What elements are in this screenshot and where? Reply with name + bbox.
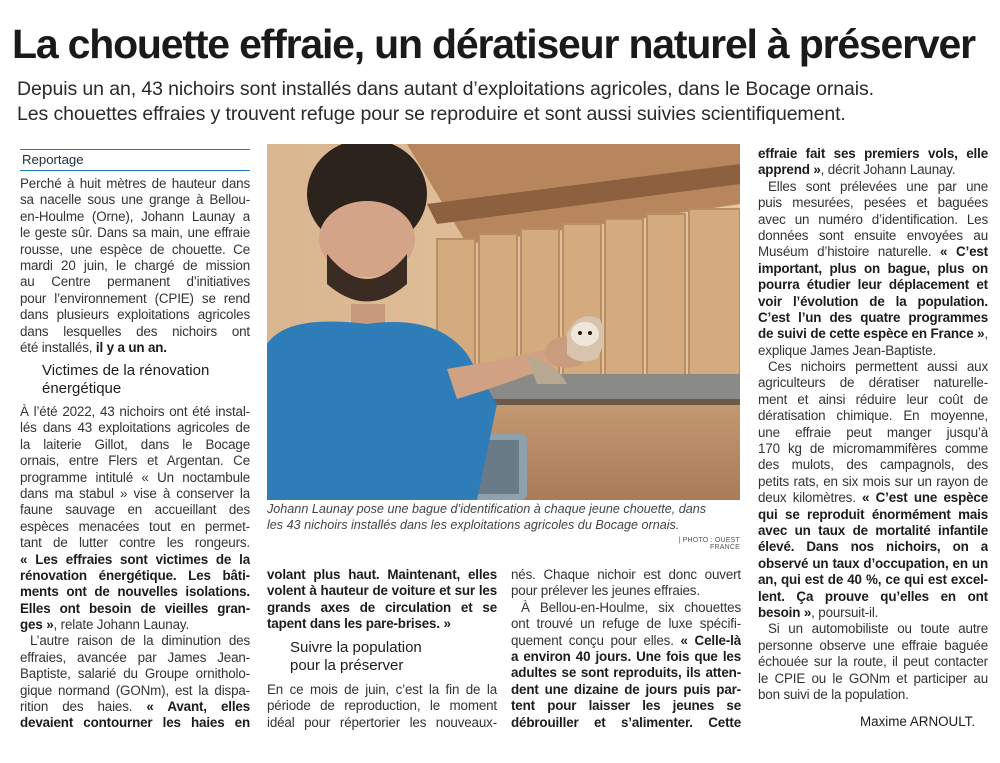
photo-owl-banding (267, 144, 740, 500)
text-line: avec un taux de mortalité infantile (758, 522, 988, 538)
text-line: explique James Jean-Baptiste. (758, 342, 937, 358)
text-line: ments ont de nouvelles isolations. (20, 584, 250, 600)
text-line: nés. Chaque nichoir est donc ouvert (511, 567, 741, 582)
caption-line: les 43 nichoirs installés dans les exploitations agricoles du Bocage ornais. (267, 517, 680, 532)
text-line: dans lesquelles des nichoirs ont (20, 323, 250, 339)
text-line: au Centre permanent d’initiatives (20, 274, 250, 290)
text-line: bon suivi de la population. (758, 686, 909, 702)
text-line: la laiterie Gillot, dans le Bocage (20, 436, 250, 452)
subhead-line: Suivre la population (290, 639, 422, 656)
caption-line: Johann Launay pose une bague d’identification à chaque jeune chouette, dans (267, 502, 707, 516)
subhead-suivre (290, 639, 490, 675)
text-line: rousse, une espèce de chouette. Ce (20, 241, 250, 257)
column-2-body (267, 567, 497, 633)
text-line: sa nacelle sous une grange à Bellou- (20, 192, 250, 208)
column-1-intro (20, 176, 250, 356)
text-line: effraie fait ses premiers vols, elle (758, 146, 988, 161)
text-line: adultes se sont reproduits, ils atten- (511, 665, 741, 681)
text-line: ges », relate Johann Launay. (20, 617, 190, 633)
text-line: volant plus haut. Maintenant, elles (267, 567, 497, 582)
text-line: des mulots, des campagnols, des (758, 457, 988, 473)
text-line: lent. Ça prouve qu’elles en ont (758, 588, 988, 604)
text-line: « Les effraies sont victimes de la (20, 551, 250, 567)
subhead-line: pour la préserver (290, 657, 404, 674)
text-line: ment et ainsi réduire leur coût de (758, 391, 988, 407)
column-4-body (758, 146, 988, 703)
text-line: tapent dans les pare-brises. » (267, 616, 451, 632)
text-line: données sont ensuite envoyées au (758, 227, 988, 243)
text-line: été installés, il y a un an. (20, 339, 167, 355)
subhead-victimes (42, 362, 252, 398)
text-line: élevé. Dans nos nichoirs, on a (758, 539, 988, 555)
text-line: dans plusieurs exploitations agricoles (20, 307, 250, 323)
rubric-label: Reportage (22, 152, 84, 167)
text-line: rition des haies. « Avant, elles (20, 699, 250, 715)
text-line: Elles sont prélevées une par une (768, 178, 988, 194)
column-2-body-b (267, 682, 497, 731)
subhead-line: énergétique (42, 380, 122, 397)
text-line: idéal pour répertorier les nouveaux- (267, 714, 497, 730)
text-line: deux kilomètres. « C’est une espèce (758, 490, 988, 506)
text-line: programme intitulé « Un noctambule (20, 469, 250, 485)
text-line: voir l’évolution de la population. (758, 293, 988, 309)
text-line: agriculteurs de dératiser naturelle- (758, 375, 988, 391)
text-line: devaient contourner les haies en (20, 715, 250, 731)
text-line: de suivi de cette espèce en France », (758, 326, 988, 342)
text-line: L’autre raison de la diminution des (30, 633, 250, 649)
text-line: mardi 20 juin, le chargé de mission (20, 257, 250, 273)
text-line: À l’été 2022, 43 nichoirs ont été instal- (20, 404, 250, 419)
text-line: Perché à huit mètres de hauteur dans (20, 176, 250, 191)
text-line: dératisation chimique. En moyenne, (758, 408, 988, 424)
text-line: puis mesurées, pesées et baguées (758, 195, 988, 211)
text-line: an, qui est de 40 %, ce qui est excel- (758, 572, 988, 588)
text-line: le geste sûr. Dans sa main, une effraie (20, 225, 250, 241)
column-3-body (511, 567, 741, 731)
text-line: dent une dizaine de jours puis par- (511, 681, 741, 697)
text-line: 170 kg de micromammifères comme (758, 441, 988, 457)
column-1-body (20, 404, 250, 732)
text-line: le CPIE ou le GONm et participer au (758, 670, 988, 686)
text-line: avec un numéro d’identification. Les (758, 211, 988, 227)
text-line: qui se reproduit énormément mais (758, 506, 988, 522)
text-line: gique normand (GONm), est la dispa- (20, 682, 250, 698)
text-line: pour l’environnement (CPIE) se rend (20, 290, 250, 306)
text-line: faune sauvage en accueillant des (20, 502, 250, 518)
text-line: grands axes de circulation et se (267, 599, 497, 615)
text-line: besoin », poursuit-il. (758, 604, 879, 620)
text-line: quement conçu pour elles. « Celle-là (511, 632, 741, 648)
text-line: une effraie peut manger jusqu’à (758, 424, 988, 440)
lede-line: Depuis un an, 43 nichoirs sont installés dans autant d’exploitations agricoles, dans le Bocage ornais. (17, 78, 874, 100)
text-line: observé un taux d’occupation, en un (758, 555, 988, 571)
photo-credit: | PHOTO : OUEST FRANCE (678, 537, 740, 551)
text-line: apprend », décrit Johann Launay. (758, 162, 956, 178)
text-line: important, plus on bague, plus on (758, 260, 988, 276)
text-line: ornais, entre Flers et Argentan. Ce (20, 453, 250, 469)
lede-line: Les chouettes effraies y trouvent refuge pour se reproduire et sont aussi suivies scientifiquement. (17, 103, 846, 125)
text-line: période de reproduction, le moment (267, 698, 497, 714)
photo-caption (267, 502, 740, 533)
text-line: échouée sur la route, il peut contacter (758, 654, 988, 670)
text-line: Baptiste, salarié du Groupe ornitholo- (20, 666, 250, 682)
text-line: Si un automobiliste ou toute autre (768, 621, 988, 637)
text-line: ont trouvé un refuge de luxe spécifi- (511, 616, 741, 632)
text-line: Muséum d’histoire naturelle. « C’est (758, 244, 988, 260)
text-line: rénovation énergétique. Les bâti- (20, 567, 250, 583)
lede (17, 77, 987, 127)
text-line: petits rats, en six mois sur un rayon de (758, 473, 988, 489)
text-line: tant de lutter contre les rongeurs. (20, 535, 250, 551)
text-line: pour prélever les jeunes effraies. (511, 583, 700, 599)
text-line: lés dans 43 exploitations agricoles de (20, 420, 250, 436)
text-line: volent à hauteur de voiture et sur les (267, 583, 497, 599)
text-line: pourra étudier leur déplacement et (758, 277, 988, 293)
text-line: espèces menacées tout en permet- (20, 518, 250, 534)
text-line: débrouiller et s’alimenter. Cette (511, 714, 741, 730)
text-line: En ce mois de juin, c’est la fin de la (267, 682, 497, 697)
text-line: C’est l’un des quatre programmes (758, 309, 988, 325)
headline: La chouette effraie, un dératiseur naturel à préserver (12, 21, 975, 67)
text-line: dans ma stabul » vise à conserver la (20, 485, 250, 501)
section-rubric (20, 149, 250, 171)
author-signature: Maxime ARNOULT. (860, 714, 976, 729)
subhead-line: Victimes de la rénovation (42, 362, 210, 379)
text-line: a environ 40 jours. Une fois que les (511, 648, 741, 664)
text-line: Ces nichoirs permettent aussi aux (768, 359, 988, 375)
text-line: Elles ont besoin de vieilles gran- (20, 600, 250, 616)
text-line: effraies, avancée par James Jean- (20, 649, 250, 665)
text-line: tent pour laisser les jeunes se (511, 698, 741, 714)
text-line: en-Houlme (Orne), Johann Launay a (20, 208, 250, 224)
text-line: À Bellou-en-Houlme, six chouettes (521, 599, 741, 615)
text-line: personne observe une effraie baguée (758, 637, 988, 653)
